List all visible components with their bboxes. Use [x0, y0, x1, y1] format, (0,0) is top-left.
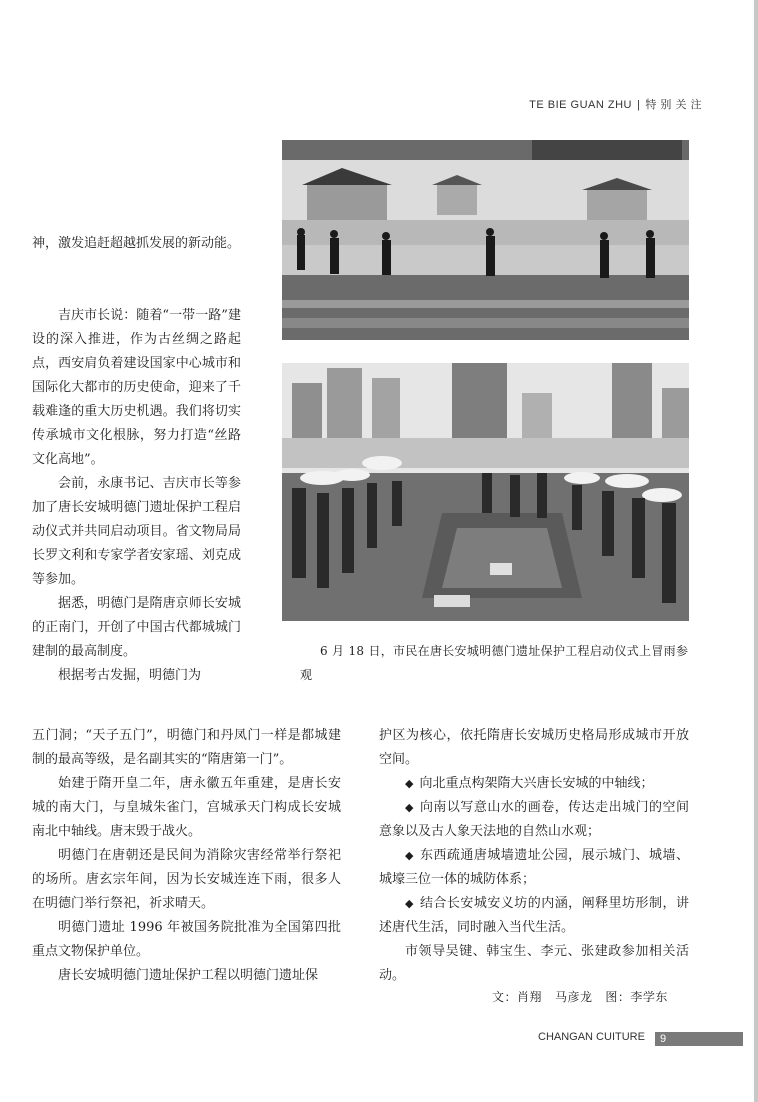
photo-caption	[300, 639, 690, 687]
column-a-top	[32, 232, 241, 256]
paragraph: 唐长安城明德门遗址保护工程以明德门遗址保	[58, 968, 319, 983]
header-chinese: 特 别 关 注	[645, 99, 702, 111]
page-header	[529, 96, 702, 112]
paragraph: 会前，永康书记、吉庆市长等参加了唐长安城明德门遗址保护工程启动仪式并共同启动项目。省文物局局长罗文利和专家学者安家瑶、刘克成等参加。	[32, 476, 241, 587]
column-b	[32, 724, 341, 988]
bullet-item: ◆ 向北重点构架隋大兴唐长安城的中轴线；	[405, 776, 654, 791]
paragraph: 明德门遗址 1996 年被国务院批准为全国第四批重点文物保护单位。	[32, 920, 341, 959]
page-edge	[754, 0, 758, 1102]
paragraph: 护区为核心，依托隋唐长安城历史格局形成城市开放空间。	[379, 728, 689, 767]
bullet-item: ◆ 向南以写意山水的画卷，传达走出城门的空间意象以及古人象天法地的自然山水观；	[379, 800, 689, 839]
author-credit: 文：肖翔 马彦龙 图：李学东	[492, 990, 668, 1004]
diamond-bullet-icon: ◆	[405, 801, 414, 814]
column-c	[379, 724, 689, 988]
paragraph: 市领导吴键、韩宝生、李元、张建政参加相关活动。	[379, 944, 689, 983]
column-a-main	[32, 304, 241, 688]
excavation-site-photo	[282, 363, 689, 621]
header-english: TE BIE GUAN ZHU	[529, 99, 632, 111]
diamond-bullet-icon: ◆	[405, 897, 414, 910]
paragraph: 明德门在唐朝还是民间为消除灾害经常举行祭祀的场所。唐玄宗年间，因为长安城连连下雨，很多人在明德门举行祭祀，祈求晴天。	[32, 848, 341, 911]
paragraph: 吉庆市长说：随着“一带一路”建设的深入推进，作为古丝绸之路起点，西安肩负着建设国家中心城市和国际化大都市的历史使命，迎来了千载难逢的重大历史机遇。我们将切实传承城市文化根脉，努力打造“丝路文化高地”。	[32, 308, 241, 467]
photo-caption-text: 6 月 18 日，市民在唐长安城明德门遗址保护工程启动仪式上冒雨参观	[300, 644, 689, 682]
bullet-item: ◆ 东西疏通唐城墙遗址公园，展示城门、城墙、城壕三位一体的城防体系；	[379, 848, 689, 887]
magazine-name: CHANGAN CUITURE	[538, 1031, 645, 1043]
ceremony-stage-photo	[282, 140, 689, 340]
paragraph: 根据考古发掘，明德门为	[58, 668, 202, 683]
paragraph: 五门洞；“天子五门”，明德门和丹凤门一样是都城建制的最高等级，是名副其实的“隋唐第一门”。	[32, 728, 341, 767]
bullet-item: ◆ 结合长安城安义坊的内涵，阐释里坊形制，讲述唐代生活，同时融入当代生活。	[379, 896, 689, 935]
header-separator: |	[636, 99, 641, 111]
page-number: 9	[655, 1032, 743, 1046]
diamond-bullet-icon: ◆	[405, 849, 414, 862]
diamond-bullet-icon: ◆	[405, 777, 414, 790]
paragraph: 始建于隋开皇二年，唐永徽五年重建，是唐长安城的南大门，与皇城朱雀门，宫城承天门构成长安城南北中轴线。唐末毁于战火。	[32, 776, 341, 839]
paragraph: 据悉，明德门是隋唐京师长安城的正南门，开创了中国古代都城城门建制的最高制度。	[32, 596, 241, 659]
paragraph: 神，激发追赶超越抓发展的新动能。	[32, 236, 241, 251]
